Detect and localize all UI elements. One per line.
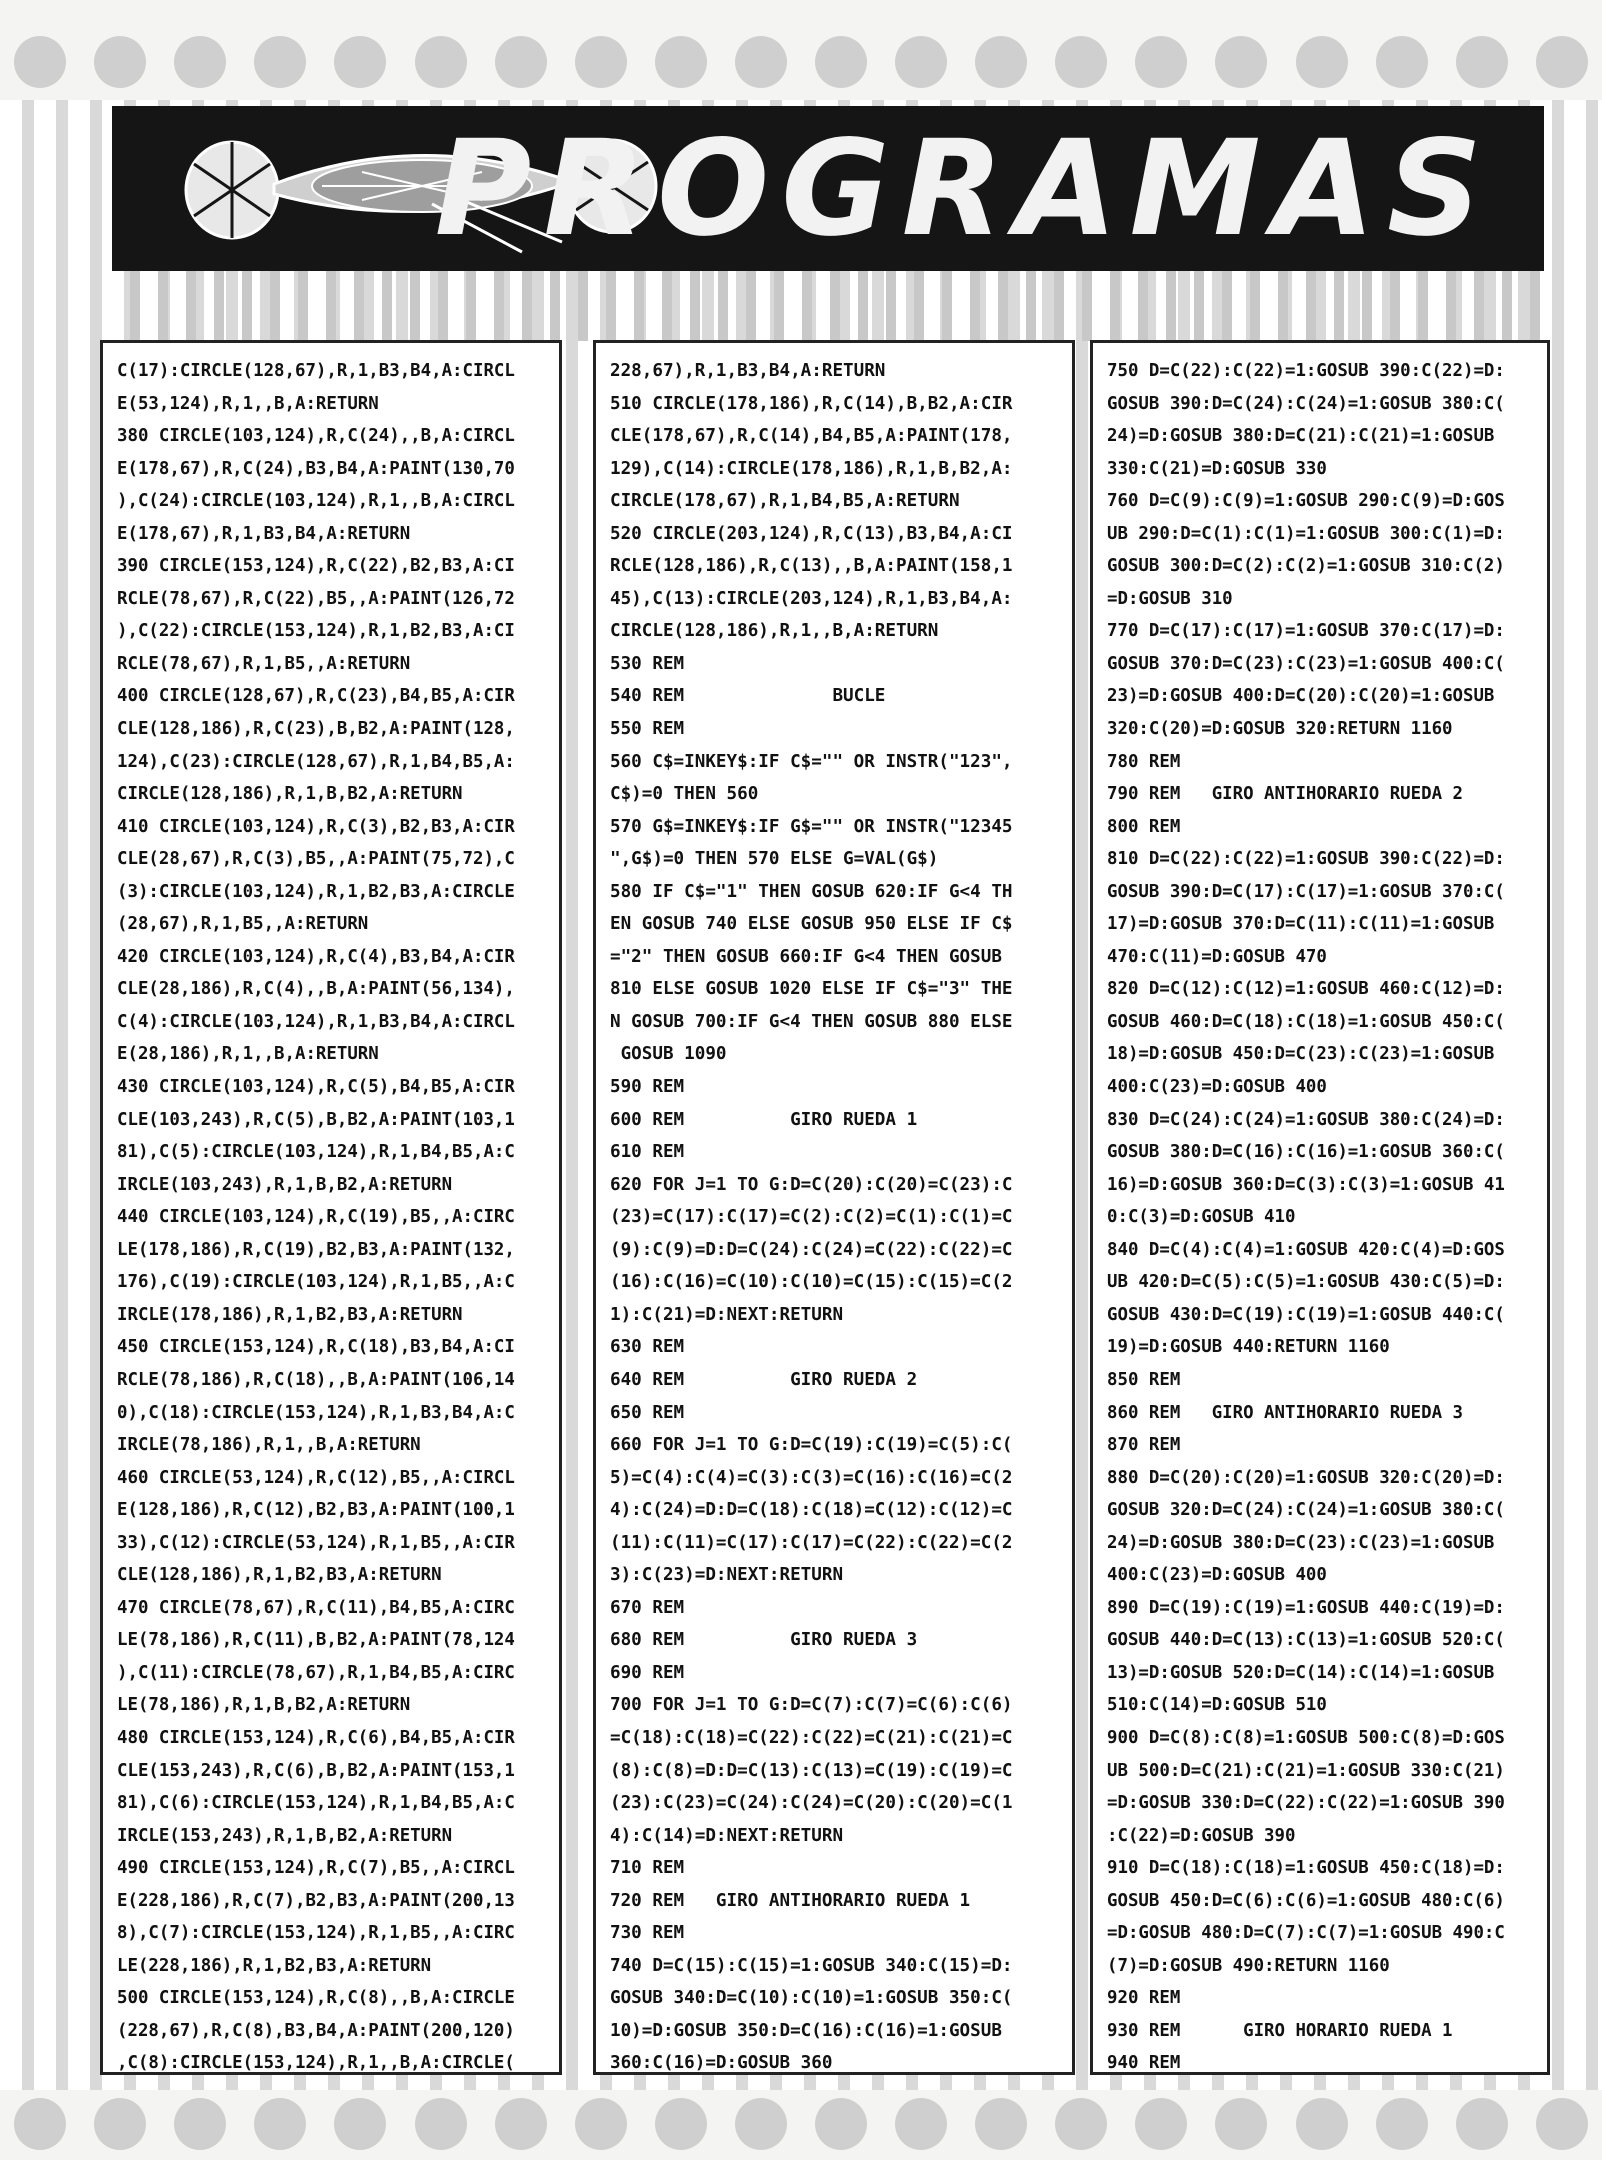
code-line: 470 CIRCLE(78,67),R,C(11),B4,B5,A:CIRC	[117, 1597, 515, 1618]
code-line: CLE(28,67),R,C(3),B5,,A:PAINT(75,72),C	[117, 849, 515, 870]
code-line: 500 CIRCLE(153,124),R,C(8),,B,A:CIRCLE	[117, 1988, 515, 2009]
code-line: GOSUB 1090	[610, 1044, 727, 1065]
code-line: 510:C(14)=D:GOSUB 510	[1107, 1695, 1327, 1716]
code-line: 700 FOR J=1 TO G:D=C(7):C(7)=C(6):C(6)	[610, 1695, 1013, 1716]
code-line: 45),C(13):CIRCLE(203,124),R,1,B3,B4,A:	[610, 588, 1013, 609]
code-line: RCLE(78,186),R,C(18),,B,A:PAINT(106,14	[117, 1369, 515, 1390]
code-line: GOSUB 370:D=C(23):C(23)=1:GOSUB 400:C(	[1107, 653, 1505, 674]
code-line: 760 D=C(9):C(9)=1:GOSUB 290:C(9)=D:GOS	[1107, 491, 1505, 512]
code-line: GOSUB 390:D=C(24):C(24)=1:GOSUB 380:C(	[1107, 393, 1505, 414]
code-line: E(178,67),R,C(24),B3,B4,A:PAINT(130,70	[117, 458, 515, 479]
page-title: PROGRAMAS	[434, 112, 1494, 266]
code-line: N GOSUB 700:IF G<4 THEN GOSUB 880 ELSE	[610, 1011, 1013, 1032]
code-line: 840 D=C(4):C(4)=1:GOSUB 420:C(4)=D:GOS	[1107, 1239, 1505, 1260]
code-line: 24)=D:GOSUB 380:D=C(21):C(21)=1:GOSUB	[1107, 426, 1495, 447]
code-line: 81),C(6):CIRCLE(153,124),R,1,B4,B5,A:C	[117, 1793, 515, 1814]
code-line: IRCLE(178,186),R,1,B2,B3,A:RETURN	[117, 1304, 463, 1325]
code-line: 530 REM	[610, 653, 685, 674]
code-line: CLE(128,186),R,1,B2,B3,A:RETURN	[117, 1565, 442, 1586]
code-line: ),C(24):CIRCLE(103,124),R,1,,B,A:CIRCL	[117, 491, 515, 512]
code-line: E(128,186),R,C(12),B2,B3,A:PAINT(100,1	[117, 1500, 515, 1521]
code-line: 420 CIRCLE(103,124),R,C(4),B3,B4,A:CIR	[117, 946, 515, 967]
code-line: 890 D=C(19):C(19)=1:GOSUB 440:C(19)=D:	[1107, 1597, 1505, 1618]
code-line: RCLE(78,67),R,C(22),B5,,A:PAINT(126,72	[117, 588, 515, 609]
code-line: 17)=D:GOSUB 370:D=C(11):C(11)=1:GOSUB	[1107, 914, 1495, 935]
code-line: CLE(28,186),R,C(4),,B,A:PAINT(56,134),	[117, 979, 515, 1000]
code-line: GOSUB 440:D=C(13):C(13)=1:GOSUB 520:C(	[1107, 1630, 1505, 1651]
code-line: 800 REM	[1107, 816, 1181, 837]
code-line: 910 D=C(18):C(18)=1:GOSUB 450:C(18)=D:	[1107, 1858, 1505, 1879]
code-line: 720 REM GIRO ANTIHORARIO RUEDA 1	[610, 1890, 971, 1911]
code-line: 870 REM	[1107, 1435, 1181, 1456]
header-banner	[112, 106, 1544, 271]
code-line: (3):CIRCLE(103,124),R,1,B2,B3,A:CIRCLE	[117, 881, 515, 902]
code-line: (16):C(16)=C(10):C(10)=C(15):C(15)=C(2	[610, 1272, 1013, 1293]
code-line: UB 290:D=C(1):C(1)=1:GOSUB 300:C(1)=D:	[1107, 523, 1505, 544]
code-line: =C(18):C(18)=C(22):C(22)=C(21):C(21)=C	[610, 1727, 1013, 1748]
code-line: GOSUB 380:D=C(16):C(16)=1:GOSUB 360:C(	[1107, 1142, 1505, 1163]
code-line: EN GOSUB 740 ELSE GOSUB 950 ELSE IF C$	[610, 914, 1013, 935]
code-line: CIRCLE(128,186),R,1,B,B2,A:RETURN	[117, 784, 463, 805]
code-line: (8):C(8)=D:D=C(13):C(13)=C(19):C(19)=C	[610, 1760, 1013, 1781]
code-line: 480 CIRCLE(153,124),R,C(6),B4,B5,A:CIR	[117, 1727, 515, 1748]
code-line: 400 CIRCLE(128,67),R,C(23),B4,B5,A:CIR	[117, 686, 515, 707]
code-line: GOSUB 450:D=C(6):C(6)=1:GOSUB 480:C(6)	[1107, 1890, 1505, 1911]
code-line: 5)=C(4):C(4)=C(3):C(3)=C(16):C(16)=C(2	[610, 1467, 1013, 1488]
code-line: 880 D=C(20):C(20)=1:GOSUB 320:C(20)=D:	[1107, 1467, 1505, 1488]
code-line: 520 CIRCLE(203,124),R,C(13),B3,B4,A:CI	[610, 523, 1013, 544]
code-line: 730 REM	[610, 1923, 685, 1944]
code-line: 860 REM GIRO ANTIHORARIO RUEDA 3	[1107, 1402, 1463, 1423]
code-line: (23):C(23)=C(24):C(24)=C(20):C(20)=C(1	[610, 1793, 1013, 1814]
code-line: 380 CIRCLE(103,124),R,C(24),,B,A:CIRCL	[117, 426, 515, 447]
code-line: (28,67),R,1,B5,,A:RETURN	[117, 914, 369, 935]
code-line: 550 REM	[610, 719, 685, 740]
code-line: C(4):CIRCLE(103,124),R,1,B3,B4,A:CIRCL	[117, 1011, 515, 1032]
code-line: LE(228,186),R,1,B2,B3,A:RETURN	[117, 1955, 432, 1976]
code-line: IRCLE(78,186),R,1,,B,A:RETURN	[117, 1435, 421, 1456]
code-line: 19)=D:GOSUB 440:RETURN 1160	[1107, 1337, 1390, 1358]
code-line: =D:GOSUB 330:D=C(22):C(22)=1:GOSUB 390	[1107, 1793, 1505, 1814]
code-line: GOSUB 300:D=C(2):C(2)=1:GOSUB 310:C(2)	[1107, 556, 1505, 577]
code-line: 470:C(11)=D:GOSUB 470	[1107, 946, 1327, 967]
code-line: 610 REM	[610, 1142, 685, 1163]
code-column-2	[593, 340, 1075, 2075]
code-line: CLE(103,243),R,C(5),B,B2,A:PAINT(103,1	[117, 1109, 515, 1130]
code-line: 450 CIRCLE(153,124),R,C(18),B3,B4,A:CI	[117, 1337, 515, 1358]
code-line: 4):C(24)=D:D=C(18):C(18)=C(12):C(12)=C	[610, 1500, 1013, 1521]
code-line: UB 500:D=C(21):C(21)=1:GOSUB 330:C(21)	[1107, 1760, 1505, 1781]
code-line: RCLE(78,67),R,1,B5,,A:RETURN	[117, 653, 411, 674]
top-dot-border	[0, 36, 1602, 88]
code-line: GOSUB 390:D=C(17):C(17)=1:GOSUB 370:C(	[1107, 881, 1505, 902]
code-line: (11):C(11)=C(17):C(17)=C(22):C(22)=C(2	[610, 1532, 1013, 1553]
code-line: CLE(178,67),R,C(14),B4,B5,A:PAINT(178,	[610, 426, 1013, 447]
code-line: (23)=C(17):C(17)=C(2):C(2)=C(1):C(1)=C	[610, 1207, 1013, 1228]
code-line: IRCLE(103,243),R,1,B,B2,A:RETURN	[117, 1174, 453, 1195]
code-line: GOSUB 430:D=C(19):C(19)=1:GOSUB 440:C(	[1107, 1304, 1505, 1325]
code-line: 680 REM GIRO RUEDA 3	[610, 1630, 918, 1651]
code-line: 176),C(19):CIRCLE(103,124),R,1,B5,,A:C	[117, 1272, 515, 1293]
code-line: 570 G$=INKEY$:IF G$="" OR INSTR("12345	[610, 816, 1013, 837]
code-line: LE(78,186),R,1,B,B2,A:RETURN	[117, 1695, 411, 1716]
code-line: 124),C(23):CIRCLE(128,67),R,1,B4,B5,A:	[117, 751, 515, 772]
code-line: 710 REM	[610, 1858, 685, 1879]
code-line: 320:C(20)=D:GOSUB 320:RETURN 1160	[1107, 719, 1453, 740]
code-line: E(28,186),R,1,,B,A:RETURN	[117, 1044, 379, 1065]
code-line: 8),C(7):CIRCLE(153,124),R,1,B5,,A:CIRC	[117, 1923, 515, 1944]
code-line: 670 REM	[610, 1597, 685, 1618]
code-line: 620 FOR J=1 TO G:D=C(20):C(20)=C(23):C	[610, 1174, 1013, 1195]
code-line: 740 D=C(15):C(15)=1:GOSUB 340:C(15)=D:	[610, 1955, 1013, 1976]
code-line: C(17):CIRCLE(128,67),R,1,B3,B4,A:CIRCL	[117, 361, 515, 381]
decorative-ticks	[112, 271, 1544, 341]
code-line: 750 D=C(22):C(22)=1:GOSUB 390:C(22)=D:	[1107, 361, 1505, 381]
code-line: 0),C(18):CIRCLE(153,124),R,1,B3,B4,A:C	[117, 1402, 515, 1423]
code-line: ,C(8):CIRCLE(153,124),R,1,,B,A:CIRCLE(	[117, 2053, 515, 2074]
code-line: (7)=D:GOSUB 490:RETURN 1160	[1107, 1955, 1390, 1976]
code-line: 33),C(12):CIRCLE(53,124),R,1,B5,,A:CIR	[117, 1532, 515, 1553]
code-line: GOSUB 460:D=C(18):C(18)=1:GOSUB 450:C(	[1107, 1011, 1505, 1032]
code-line: 129),C(14):CIRCLE(178,186),R,1,B,B2,A:	[610, 458, 1013, 479]
code-line: LE(78,186),R,C(11),B,B2,A:PAINT(78,124	[117, 1630, 515, 1651]
code-line: C$)=0 THEN 560	[610, 784, 759, 805]
code-line: 510 CIRCLE(178,186),R,C(14),B,B2,A:CIR	[610, 393, 1013, 414]
code-line: 228,67),R,1,B3,B4,A:RETURN	[610, 361, 886, 381]
code-line: 560 C$=INKEY$:IF C$="" OR INSTR("123",	[610, 751, 1013, 772]
code-line: GOSUB 340:D=C(10):C(10)=1:GOSUB 350:C(	[610, 1988, 1013, 2009]
code-line: :C(22)=D:GOSUB 390	[1107, 1825, 1296, 1846]
code-line: 24)=D:GOSUB 380:D=C(23):C(23)=1:GOSUB	[1107, 1532, 1495, 1553]
code-line: 410 CIRCLE(103,124),R,C(3),B2,B3,A:CIR	[117, 816, 515, 837]
code-line: =D:GOSUB 480:D=C(7):C(7)=1:GOSUB 490:C	[1107, 1923, 1505, 1944]
code-column-3	[1090, 340, 1550, 2075]
code-line: RCLE(128,186),R,C(13),,B,A:PAINT(158,1	[610, 556, 1013, 577]
code-line: E(228,186),R,C(7),B2,B3,A:PAINT(200,13	[117, 1890, 515, 1911]
code-line: CIRCLE(128,186),R,1,,B,A:RETURN	[610, 621, 939, 642]
code-line: 580 IF C$="1" THEN GOSUB 620:IF G<4 TH	[610, 881, 1013, 902]
code-line: 13)=D:GOSUB 520:D=C(14):C(14)=1:GOSUB	[1107, 1662, 1495, 1683]
code-line: GOSUB 320:D=C(24):C(24)=1:GOSUB 380:C(	[1107, 1500, 1505, 1521]
code-line: 820 D=C(12):C(12)=1:GOSUB 460:C(12)=D:	[1107, 979, 1505, 1000]
code-line: ",G$)=0 THEN 570 ELSE G=VAL(G$)	[610, 849, 939, 870]
code-line: 390 CIRCLE(153,124),R,C(22),B2,B3,A:CI	[117, 556, 515, 577]
code-line: 690 REM	[610, 1662, 685, 1683]
code-line: ),C(11):CIRCLE(78,67),R,1,B4,B5,A:CIRC	[117, 1662, 515, 1683]
code-line: 630 REM	[610, 1337, 685, 1358]
code-line: CLE(128,186),R,C(23),B,B2,A:PAINT(128,	[117, 719, 515, 740]
code-line: (9):C(9)=D:D=C(24):C(24)=C(22):C(22)=C	[610, 1239, 1013, 1260]
code-line: 23)=D:GOSUB 400:D=C(20):C(20)=1:GOSUB	[1107, 686, 1495, 707]
code-line: 790 REM GIRO ANTIHORARIO RUEDA 2	[1107, 784, 1463, 805]
code-line: ="2" THEN GOSUB 660:IF G<4 THEN GOSUB	[610, 946, 1002, 967]
code-line: 780 REM	[1107, 751, 1181, 772]
code-line: CIRCLE(178,67),R,1,B4,B5,A:RETURN	[610, 491, 960, 512]
code-line: 81),C(5):CIRCLE(103,124),R,1,B4,B5,A:C	[117, 1142, 515, 1163]
code-line: 810 D=C(22):C(22)=1:GOSUB 390:C(22)=D:	[1107, 849, 1505, 870]
code-line: 590 REM	[610, 1077, 685, 1098]
code-line: 330:C(21)=D:GOSUB 330	[1107, 458, 1327, 479]
code-line: LE(178,186),R,C(19),B2,B3,A:PAINT(132,	[117, 1239, 515, 1260]
code-line: 810 ELSE GOSUB 1020 ELSE IF C$="3" THE	[610, 979, 1013, 1000]
code-line: ),C(22):CIRCLE(153,124),R,1,B2,B3,A:CI	[117, 621, 515, 642]
code-line: 830 D=C(24):C(24)=1:GOSUB 380:C(24)=D:	[1107, 1109, 1505, 1130]
code-line: 540 REM BUCLE	[610, 686, 886, 707]
code-line: 640 REM GIRO RUEDA 2	[610, 1369, 918, 1390]
code-line: 360:C(16)=D:GOSUB 360	[610, 2053, 833, 2074]
code-line: 850 REM	[1107, 1369, 1181, 1390]
code-line: 400:C(23)=D:GOSUB 400	[1107, 1077, 1327, 1098]
code-line: 900 D=C(8):C(8)=1:GOSUB 500:C(8)=D:GOS	[1107, 1727, 1505, 1748]
code-line: 430 CIRCLE(103,124),R,C(5),B4,B5,A:CIR	[117, 1077, 515, 1098]
code-line: E(178,67),R,1,B3,B4,A:RETURN	[117, 523, 411, 544]
code-line: 0:C(3)=D:GOSUB 410	[1107, 1207, 1296, 1228]
code-line: 490 CIRCLE(153,124),R,C(7),B5,,A:CIRCL	[117, 1858, 515, 1879]
code-line: (228,67),R,C(8),B3,B4,A:PAINT(200,120)	[117, 2020, 515, 2041]
bottom-dot-border	[0, 2098, 1602, 2150]
code-line: 440 CIRCLE(103,124),R,C(19),B5,,A:CIRC	[117, 1207, 515, 1228]
code-line: 4):C(14)=D:NEXT:RETURN	[610, 1825, 844, 1846]
code-line: 400:C(23)=D:GOSUB 400	[1107, 1565, 1327, 1586]
code-line: =D:GOSUB 310	[1107, 588, 1233, 609]
code-line: 660 FOR J=1 TO G:D=C(19):C(19)=C(5):C(	[610, 1435, 1013, 1456]
code-line: 650 REM	[610, 1402, 685, 1423]
code-line: 18)=D:GOSUB 450:D=C(23):C(23)=1:GOSUB	[1107, 1044, 1495, 1065]
code-line: 920 REM	[1107, 1988, 1181, 2009]
code-line: 3):C(23)=D:NEXT:RETURN	[610, 1565, 844, 1586]
code-line: CLE(153,243),R,C(6),B,B2,A:PAINT(153,1	[117, 1760, 515, 1781]
code-line: UB 420:D=C(5):C(5)=1:GOSUB 430:C(5)=D:	[1107, 1272, 1505, 1293]
code-line: 770 D=C(17):C(17)=1:GOSUB 370:C(17)=D:	[1107, 621, 1505, 642]
code-column-1	[100, 340, 562, 2075]
code-line: 1):C(21)=D:NEXT:RETURN	[610, 1304, 844, 1325]
code-line: IRCLE(153,243),R,1,B,B2,A:RETURN	[117, 1825, 453, 1846]
code-line: E(53,124),R,1,,B,A:RETURN	[117, 393, 379, 414]
code-line: 940 REM	[1107, 2053, 1181, 2074]
code-line: 16)=D:GOSUB 360:D=C(3):C(3)=1:GOSUB 41	[1107, 1174, 1505, 1195]
code-line: 930 REM GIRO HORARIO RUEDA 1	[1107, 2020, 1453, 2041]
code-line: 600 REM GIRO RUEDA 1	[610, 1109, 918, 1130]
code-line: 10)=D:GOSUB 350:D=C(16):C(16)=1:GOSUB	[610, 2020, 1002, 2041]
code-line: 460 CIRCLE(53,124),R,C(12),B5,,A:CIRCL	[117, 1467, 515, 1488]
